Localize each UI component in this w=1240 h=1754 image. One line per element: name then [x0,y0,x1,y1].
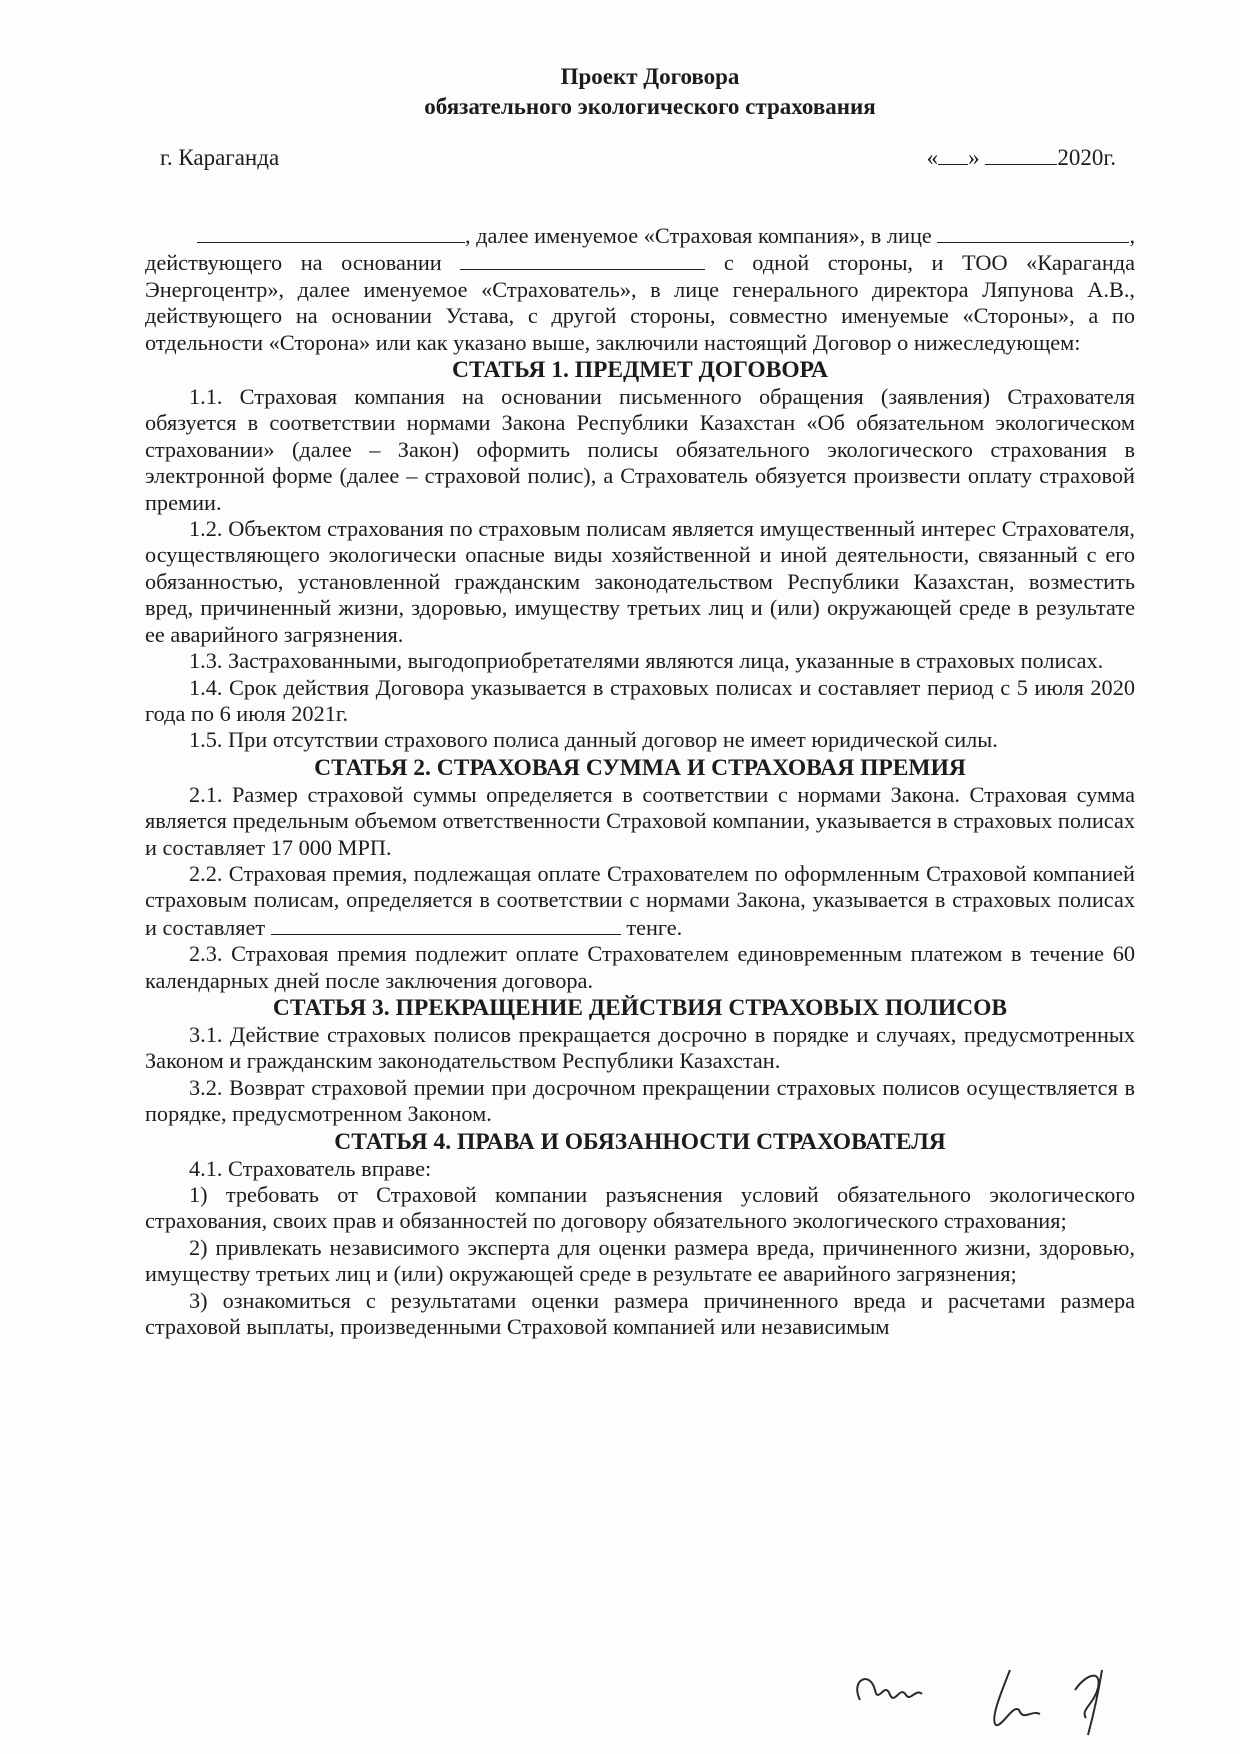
clause-2-2 [145,861,1135,941]
place-text: г. Караганда [160,145,280,170]
document-body [145,222,1135,1340]
clause-4-1: 4.1. Страхователь вправе: [189,1155,432,1181]
clause-2-3: 2.3. Страховая премия подлежит оплате Страхователем единовременным платежом в течение 60 календарных дней после заключения договора. [145,941,1135,993]
initials-signatures [840,1640,1160,1740]
clause-4-1-item-2: 2) привлекать независимого эксперта для оценки размера вреда, причиненного жизни, здоровью, имуществу третьих лиц и (или) окружающей среде в результате ее аварийного загрязнения; [145,1234,1135,1287]
document-subtitle: обязательного экологического страхования [424,94,876,119]
clause-2-2-text: 2.2. Страховая премия, подлежащая оплате Страхователем по оформленным Страховой компанией страховым полисам, определяется в соответствии с нормами Закона, указывается в страховых полисах и составляет [145,860,1135,940]
date-year: 2020г. [1057,145,1116,170]
clause-1-2: 1.2. Объектом страхования по страховым полисам является имущественный интерес Страхователя, осуществляющего экологически опасные виды хозяйственной и иной деятельности, связанный с его обязанностью, установленной гражданским законодательством Республики Казахстан, возместить вред, причиненный жизни, здоровью, имуществу третьих лиц и (или) окружающей среде в результате ее аварийного загрязнения. [145,516,1135,647]
clause-3-2: 3.2. Возврат страховой премии при досрочном прекращении страховых полисов осуществляется в порядке, предусмотренном Законом. [145,1074,1135,1127]
preamble-text-1: , далее именуемое «Страховая компания», в лице [465,223,932,248]
representative-blank [937,222,1129,243]
date-field [927,143,1116,173]
clause-2-1: 2.1. Размер страховой суммы определяется в соответствии с нормами Закона. Страховая сумма является предельным объемом ответственности Страховой компании, указывается в страховых полисах и составляет 17 000 МРП. [145,781,1135,860]
clause-1-3: 1.3. Застрахованными, выгодоприобретателями являются лица, указанные в страховых полисах. [189,648,1104,674]
premium-amount-blank [271,914,621,935]
clause-3-1: 3.1. Действие страховых полисов прекращается досрочно в порядке и случаях, предусмотренных Законом и гражданским законодательством Республики Казахстан. [145,1021,1135,1074]
document-header [0,62,1240,122]
preamble [145,222,1135,356]
clause-1-5: 1.5. При отсутствии страхового полиса данный договор не имеет юридической силы. [189,727,998,753]
preamble-text-2: , действующего на основании [145,223,1136,276]
day-blank [938,144,968,165]
clause-2-2-currency: тенге. [626,914,683,940]
article-3-title: СТАТЬЯ 3. ПРЕКРАЩЕНИЕ ДЕЙСТВИЯ СТРАХОВЫХ ПОЛИСОВ [272,994,1008,1021]
month-blank [985,144,1057,165]
basis-blank [460,249,705,270]
article-1-title: СТАТЬЯ 1. ПРЕДМЕТ ДОГОВОРА [452,357,828,384]
insurer-name-blank [197,222,465,243]
clause-1-1: 1.1. Страховая компания на основании письменного обращения (заявления) Страхователя обязуется в соответствии нормами Закона Республики Казахстан «Об обязательном экологическом страховании» (далее – Закон) оформить полисы обязательного экологического страхования в электронной форме (далее – страховой полис), а Страхователь обязуется произвести оплату страховой премии. [145,384,1135,515]
preamble-text-3: с одной стороны, и ТОО «Караганда Энергоцентр», далее именуемое «Страхователь», в лице генерального директора Ляпунова А.В., действующего на основании Устава, с другой стороны, совместно именуемые «Стороны», а по отдельности «Сторона» или как указано выше, заключили настоящий Договор о нижеследующем: [145,250,1136,355]
document-title: Проект Договора [560,64,740,89]
clause-1-4: 1.4. Срок действия Договора указывается в страховых полисах и составляет период с 5 июля 2020 года по 6 июля 2021г. [145,674,1135,726]
article-2-title: СТАТЬЯ 2. СТРАХОВАЯ СУММА И СТРАХОВАЯ ПРЕМИЯ [314,754,966,781]
clause-4-1-item-3: 3) ознакомиться с результатами оценки размера причиненного вреда и расчетами размера страховой выплаты, произведенными Страховой компанией или независимым [145,1287,1135,1340]
clause-4-1-item-1: 1) требовать от Страховой компании разъяснения условий обязательного экологического страхования, своих прав и обязанностей по договору обязательного экологического страхования; [145,1182,1135,1234]
date-quote-close: » [968,145,980,170]
date-quote-open: « [926,145,939,170]
article-4-title: СТАТЬЯ 4. ПРАВА И ОБЯЗАННОСТИ СТРАХОВАТЕЛЯ [334,1128,946,1155]
